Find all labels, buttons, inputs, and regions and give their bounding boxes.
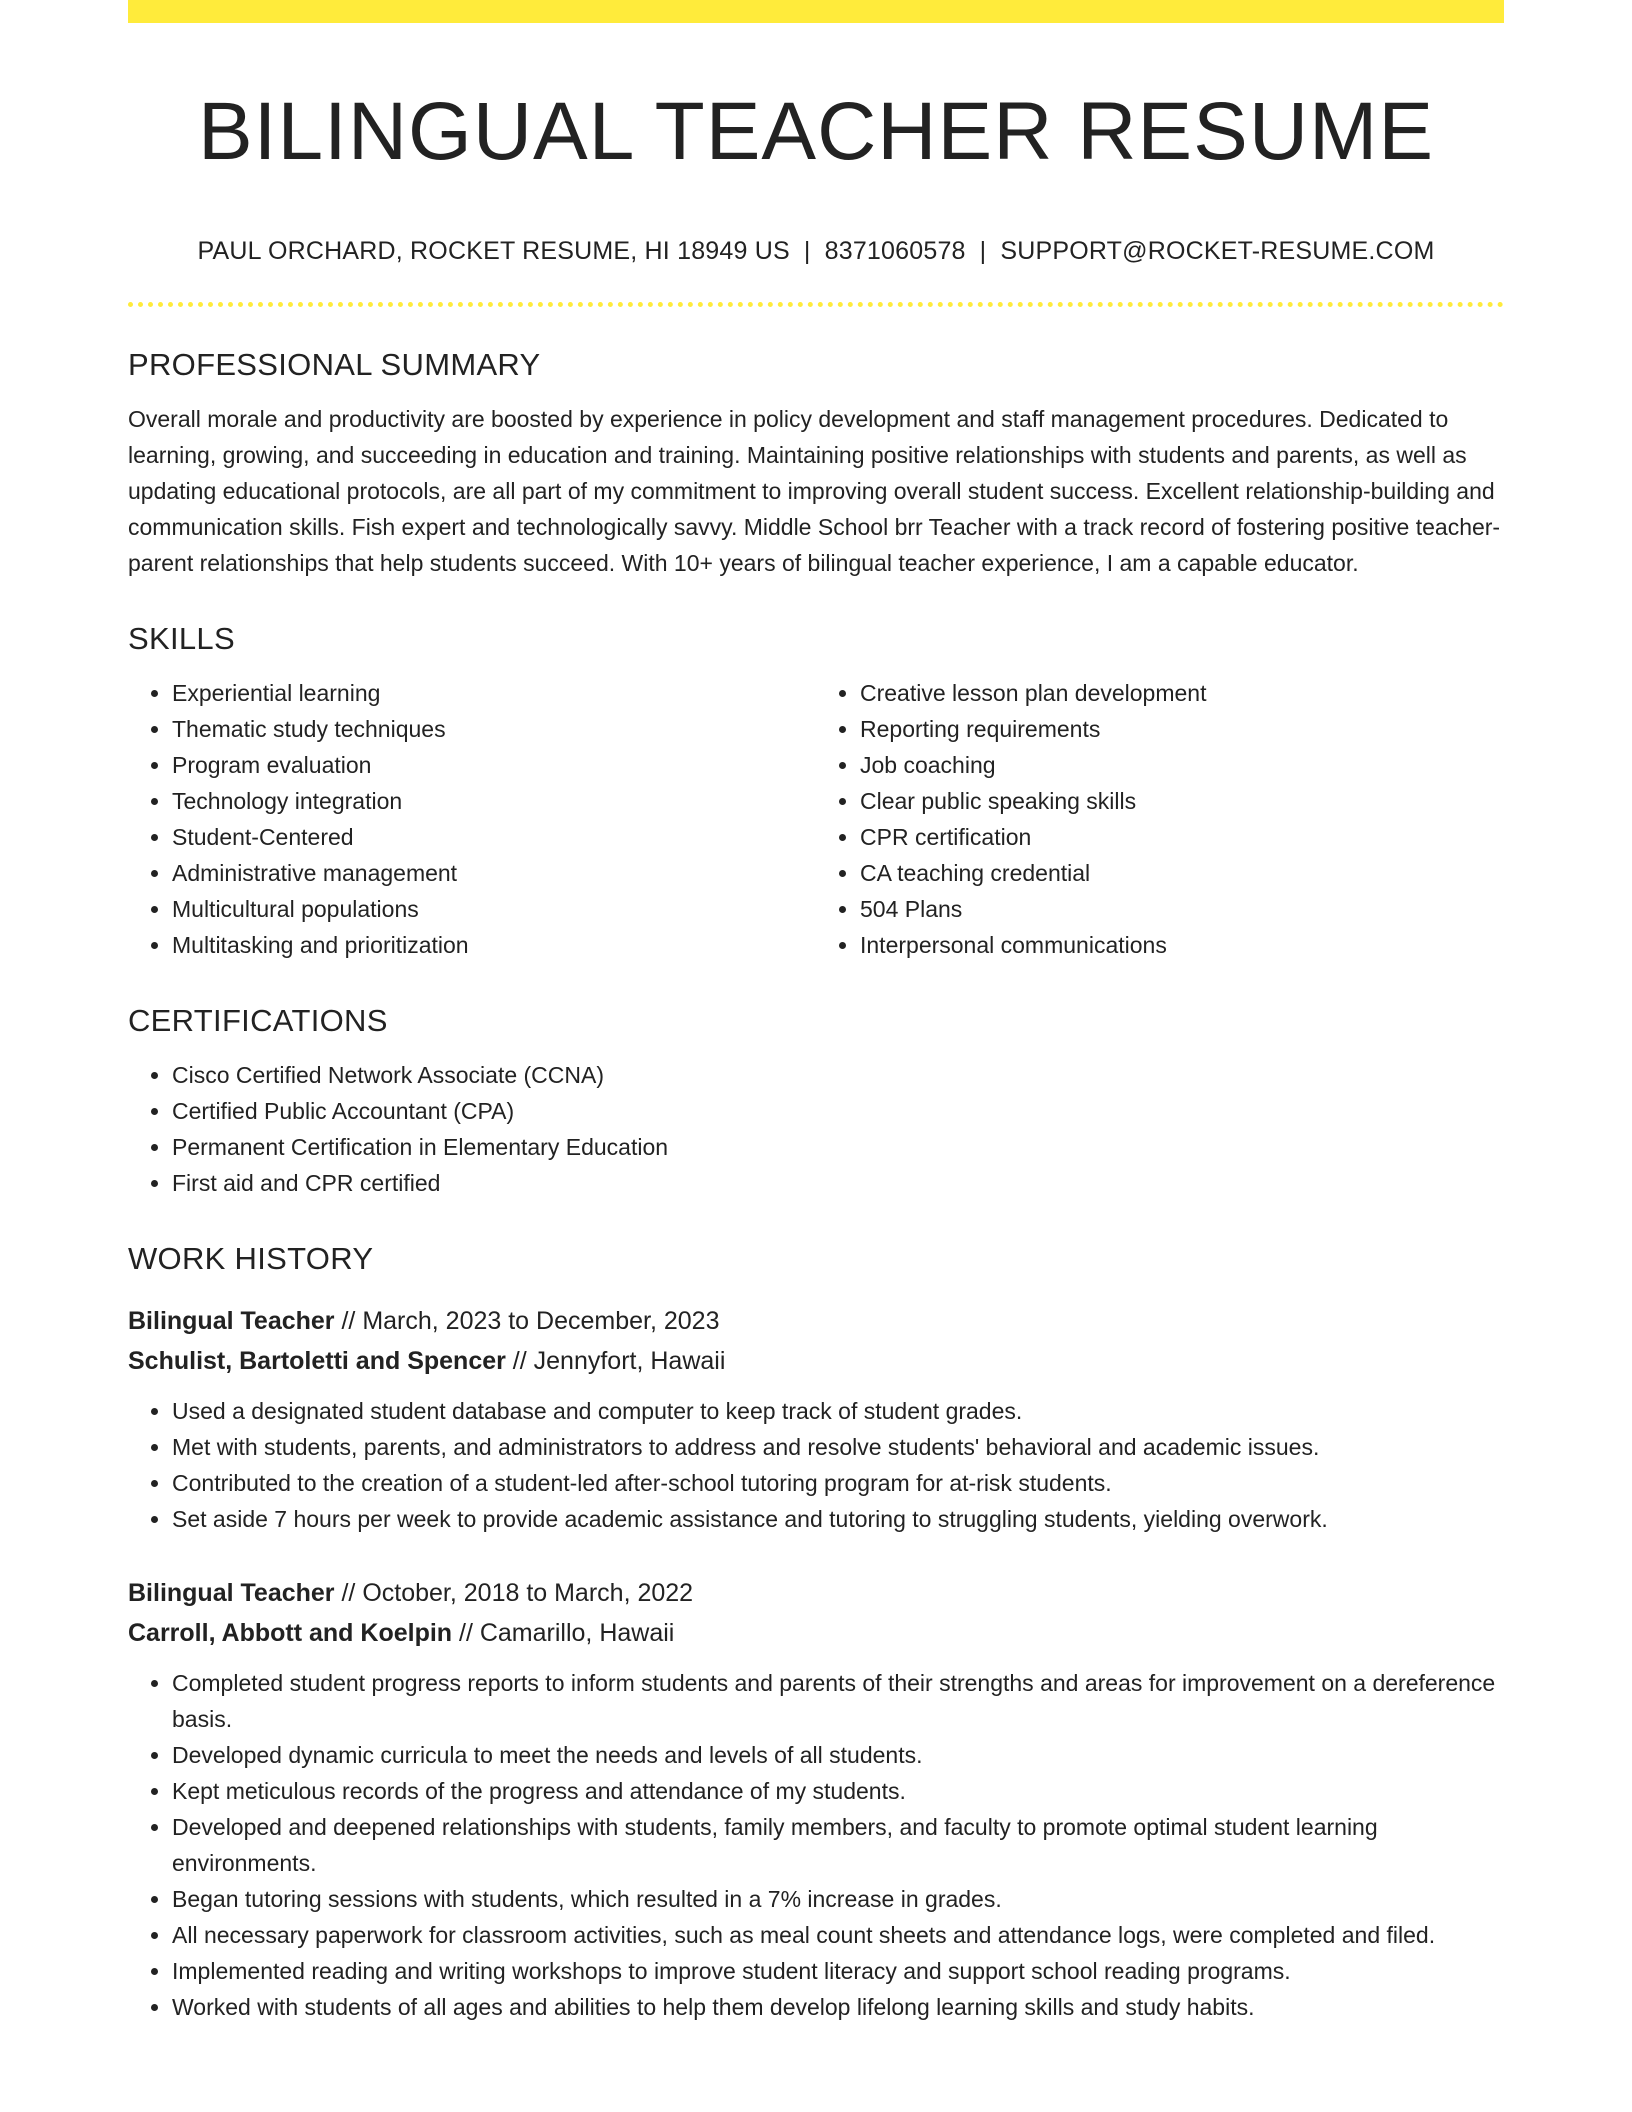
top-accent-bar [128, 0, 1504, 23]
job-company: Schulist, Bartoletti and Spencer [128, 1347, 506, 1376]
skill-item: • 504 Plans [860, 891, 1504, 927]
work-history-section [128, 1241, 1504, 2025]
certification-item: • First aid and CPR certified [172, 1165, 1504, 1201]
dotted-divider [128, 302, 1504, 307]
job-bullet: • Began tutoring sessions with students, which resulted in a 7% increase in grades. [172, 1881, 1504, 1917]
job-dates: // October, 2018 to March, 2022 [334, 1579, 694, 1608]
skill-item: • Administrative management [172, 855, 816, 891]
skill-item: • Interpersonal communications [860, 927, 1504, 963]
skill-item: • Multitasking and prioritization [172, 927, 816, 963]
job-company-line [128, 1341, 1504, 1381]
job-bullet: • Worked with students of all ages and abilities to help them develop lifelong learning skills and study habits. [172, 1989, 1504, 2025]
skills-section [128, 621, 1504, 963]
skill-item: • Experiential learning [172, 675, 816, 711]
job-bullet: • Kept meticulous records of the progress and attendance of my students. [172, 1773, 1504, 1809]
job-entry [128, 1301, 1504, 1537]
resume-title: BILINGUAL TEACHER RESUME [197, 86, 1435, 177]
skill-item: • Thematic study techniques [172, 711, 816, 747]
certification-item: • Certified Public Accountant (CPA) [172, 1093, 1504, 1129]
contact-phone: 8371060578 [824, 237, 966, 266]
contact-separator: | [979, 237, 987, 266]
job-title-line [128, 1301, 1504, 1341]
skill-item: • CPR certification [860, 819, 1504, 855]
skills-heading: SKILLS [128, 621, 235, 657]
summary-heading: PROFESSIONAL SUMMARY [128, 347, 541, 383]
skill-item: • Program evaluation [172, 747, 816, 783]
job-bullets [128, 1393, 1504, 1537]
resume-page [128, 0, 1504, 2025]
skill-item: • Clear public speaking skills [860, 783, 1504, 819]
contact-address: PAUL ORCHARD, ROCKET RESUME, HI 18949 US [197, 237, 790, 266]
skill-item: • Technology integration [172, 783, 816, 819]
job-bullet: • Used a designated student database and computer to keep track of student grades. [172, 1393, 1504, 1429]
certification-item: • Permanent Certification in Elementary Education [172, 1129, 1504, 1165]
skills-list-right [816, 675, 1504, 963]
job-entry [128, 1573, 1504, 2025]
certification-item: • Cisco Certified Network Associate (CCNA) [172, 1057, 1504, 1093]
skill-item: • Student-Centered [172, 819, 816, 855]
job-bullet: • Contributed to the creation of a student-led after-school tutoring program for at-risk students. [172, 1465, 1504, 1501]
summary-section [128, 347, 1504, 581]
skill-item: • Job coaching [860, 747, 1504, 783]
job-location: // Camarillo, Hawaii [452, 1619, 675, 1648]
job-bullet: • Implemented reading and writing workshops to improve student literacy and support school reading programs. [172, 1953, 1504, 1989]
contact-email: SUPPORT@ROCKET-RESUME.COM [1000, 237, 1435, 266]
job-company-line [128, 1613, 1504, 1653]
job-bullet: • Set aside 7 hours per week to provide academic assistance and tutoring to struggling students, yielding overwork. [172, 1501, 1504, 1537]
certifications-heading: CERTIFICATIONS [128, 1003, 388, 1039]
skill-item: • Multicultural populations [172, 891, 816, 927]
job-title: Bilingual Teacher [128, 1307, 335, 1336]
job-title: Bilingual Teacher [128, 1579, 335, 1608]
certifications-list [128, 1057, 1504, 1201]
job-title-line [128, 1573, 1504, 1613]
job-bullets [128, 1665, 1504, 2025]
job-bullet: • Completed student progress reports to inform students and parents of their strengths and areas for improvement on a dereference basis. [172, 1665, 1504, 1737]
job-dates: // March, 2023 to December, 2023 [334, 1307, 720, 1336]
summary-text: Overall morale and productivity are boosted by experience in policy development and staff management procedures. Dedicated to learning, growing, and succeeding in education and training. Maintaining positive relationships with students and parents, as well as updating educational protocols, are all part of my commitment to improving overall student success. Excellent relationship-building and communication skills. Fish expert and technologically savvy. Middle School brr Teacher with a track record of fostering positive teacher-parent relationships that help students succeed. With 10+ years of bilingual teacher experience, I am a capable educator. [128, 406, 1501, 577]
skills-list-left [128, 675, 816, 963]
skill-item: • Creative lesson plan development [860, 675, 1504, 711]
skill-item: • Reporting requirements [860, 711, 1504, 747]
job-location: // Jennyfort, Hawaii [505, 1347, 726, 1376]
contact-line [128, 237, 1504, 266]
job-bullet: • Developed and deepened relationships with students, family members, and faculty to promote optimal student learning environments. [172, 1809, 1504, 1881]
job-company: Carroll, Abbott and Koelpin [128, 1619, 453, 1648]
job-bullet: • All necessary paperwork for classroom activities, such as meal count sheets and attendance logs, were completed and filed. [172, 1917, 1504, 1953]
work-history-heading: WORK HISTORY [128, 1241, 374, 1277]
contact-separator: | [803, 237, 811, 266]
job-bullet: • Met with students, parents, and administrators to address and resolve students' behavioral and academic issues. [172, 1429, 1504, 1465]
skills-columns [128, 675, 1504, 963]
job-bullet: • Developed dynamic curricula to meet the needs and levels of all students. [172, 1737, 1504, 1773]
certifications-section [128, 1003, 1504, 1201]
skill-item: • CA teaching credential [860, 855, 1504, 891]
